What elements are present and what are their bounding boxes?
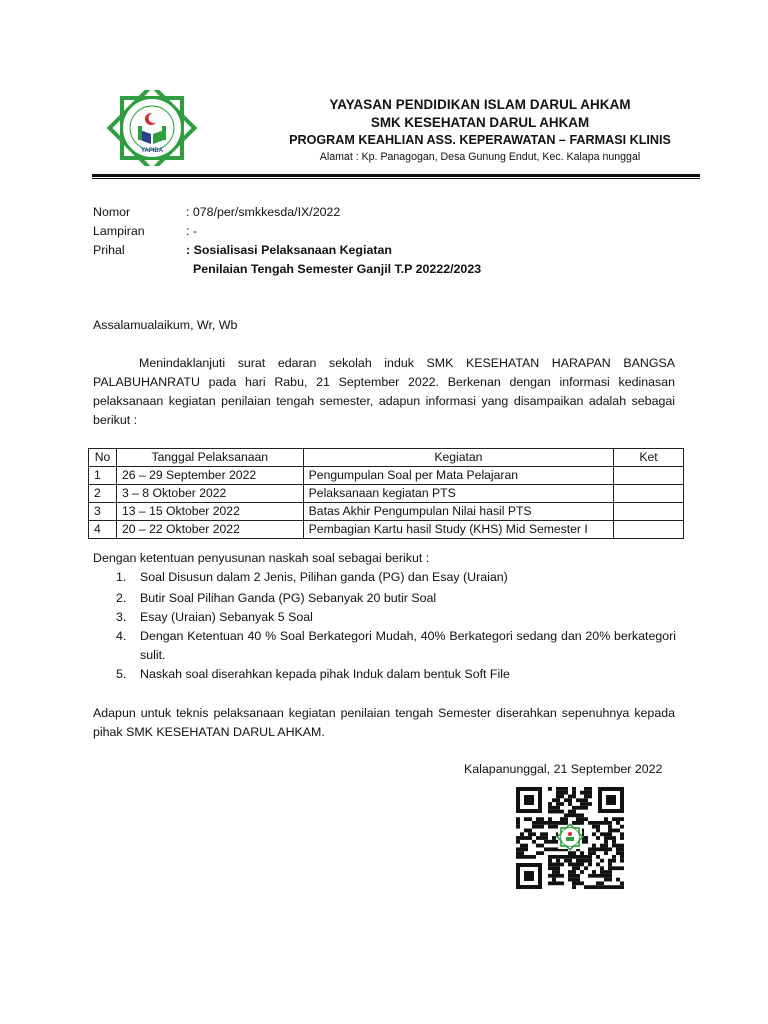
rule-number: 3.: [116, 610, 127, 624]
header-activity: Kegiatan: [303, 449, 613, 467]
cell-no: 3: [89, 503, 117, 521]
cell-activity: Pembagian Kartu hasil Study (KHS) Mid Semester I: [303, 521, 613, 539]
header-no: No: [89, 449, 117, 467]
table-row: [89, 521, 684, 539]
prihal-value-line2: Penilaian Tengah Semester Ganjil T.P 20222/2023: [193, 262, 482, 276]
cell-activity: Pengumpulan Soal per Mata Pelajaran: [303, 467, 613, 485]
nomor-label: Nomor: [93, 205, 131, 219]
nomor-value: : 078/per/smkkesda/IX/2022: [186, 205, 341, 219]
cell-activity: Batas Akhir Pengumpulan Nilai hasil PTS: [303, 503, 613, 521]
schedule-table: [88, 448, 684, 539]
cell-note: [614, 521, 684, 539]
rules-intro: Dengan ketentuan penyusunan naskah soal sebagai berikut :: [93, 551, 430, 565]
table-row: [89, 503, 684, 521]
program-name: PROGRAM KEAHLIAN ASS. KEPERAWATAN – FARMASI KLINIS: [289, 133, 671, 147]
intro-paragraph: Menindaklanjuti surat edaran sekolah induk SMK KESEHATAN HARAPAN BANGSA PALABUHANRATU pada hari Rabu, 21 September 2022. Berkenan dengan informasi kedinasan pelaksanaan kegiatan penilaian tengah semester, adapun informasi yang disampaikan adalah sebagai berikut :: [93, 356, 675, 427]
foundation-name: YAYASAN PENDIDIKAN ISLAM DARUL AHKAM: [329, 97, 631, 112]
school-name: SMK KESEHATAN DARUL AHKAM: [370, 115, 590, 130]
cell-note: [614, 467, 684, 485]
closing-paragraph: Adapun untuk teknis pelaksanaan kegiatan penilaian tengah Semester diserahkan sepenuhnya kepada pihak SMK KESEHATAN DARUL AHKAM.: [93, 706, 675, 739]
school-logo: [106, 90, 198, 166]
table-header-row: [89, 449, 684, 467]
cell-no: 2: [89, 485, 117, 503]
rule-text: Soal Disusun dalam 2 Jenis, Pilihan ganda (PG) dan Esay (Uraian): [140, 570, 508, 584]
rule-text: Naskah soal diserahkan kepada pihak Induk dalam bentuk Soft File: [140, 667, 510, 681]
rule-number: 2.: [116, 591, 127, 605]
rule-text: Dengan Ketentuan 40 % Soal Berkategori Mudah, 40% Berkategori sedang dan 20% berkategori sulit.: [140, 629, 676, 662]
cell-note: [614, 503, 684, 521]
school-address: Alamat : Kp. Panagogan, Desa Gunung Endut, Kec. Kalapa nunggal: [319, 151, 641, 163]
cell-date: 3 – 8 Oktober 2022: [116, 485, 303, 503]
cell-activity: Pelaksanaan kegiatan PTS: [303, 485, 613, 503]
lampiran-label: Lampiran: [93, 224, 145, 238]
logo-sub-text: YAPIDA: [140, 148, 164, 154]
cell-date: 20 – 22 Oktober 2022: [116, 521, 303, 539]
lampiran-value: : -: [186, 224, 198, 238]
rule-text: Esay (Uraian) Sebanyak 5 Soal: [140, 610, 313, 624]
rule-number: 4.: [116, 629, 127, 643]
prihal-label: Prihal: [93, 243, 125, 257]
header-rule-thick: [92, 174, 700, 177]
rule-number: 1.: [116, 570, 127, 584]
rule-number: 5.: [116, 667, 127, 681]
cell-note: [614, 485, 684, 503]
qr-code: [516, 787, 624, 889]
header-rule-thin: [92, 178, 700, 179]
cell-date: 26 – 29 September 2022: [116, 467, 303, 485]
cell-no: 4: [89, 521, 117, 539]
rule-text: Butir Soal Pilihan Ganda (PG) Sebanyak 20 butir Soal: [140, 591, 437, 605]
prihal-value-line1: : Sosialisasi Pelaksanaan Kegiatan: [186, 243, 392, 257]
header-note: Ket: [614, 449, 684, 467]
cell-no: 1: [89, 467, 117, 485]
header-date: Tanggal Pelaksanaan: [116, 449, 303, 467]
place-date: Kalapanunggal, 21 September 2022: [464, 762, 663, 776]
greeting: Assalamualaikum, Wr, Wb: [93, 318, 238, 332]
cell-date: 13 – 15 Oktober 2022: [116, 503, 303, 521]
table-row: [89, 467, 684, 485]
table-row: [89, 485, 684, 503]
